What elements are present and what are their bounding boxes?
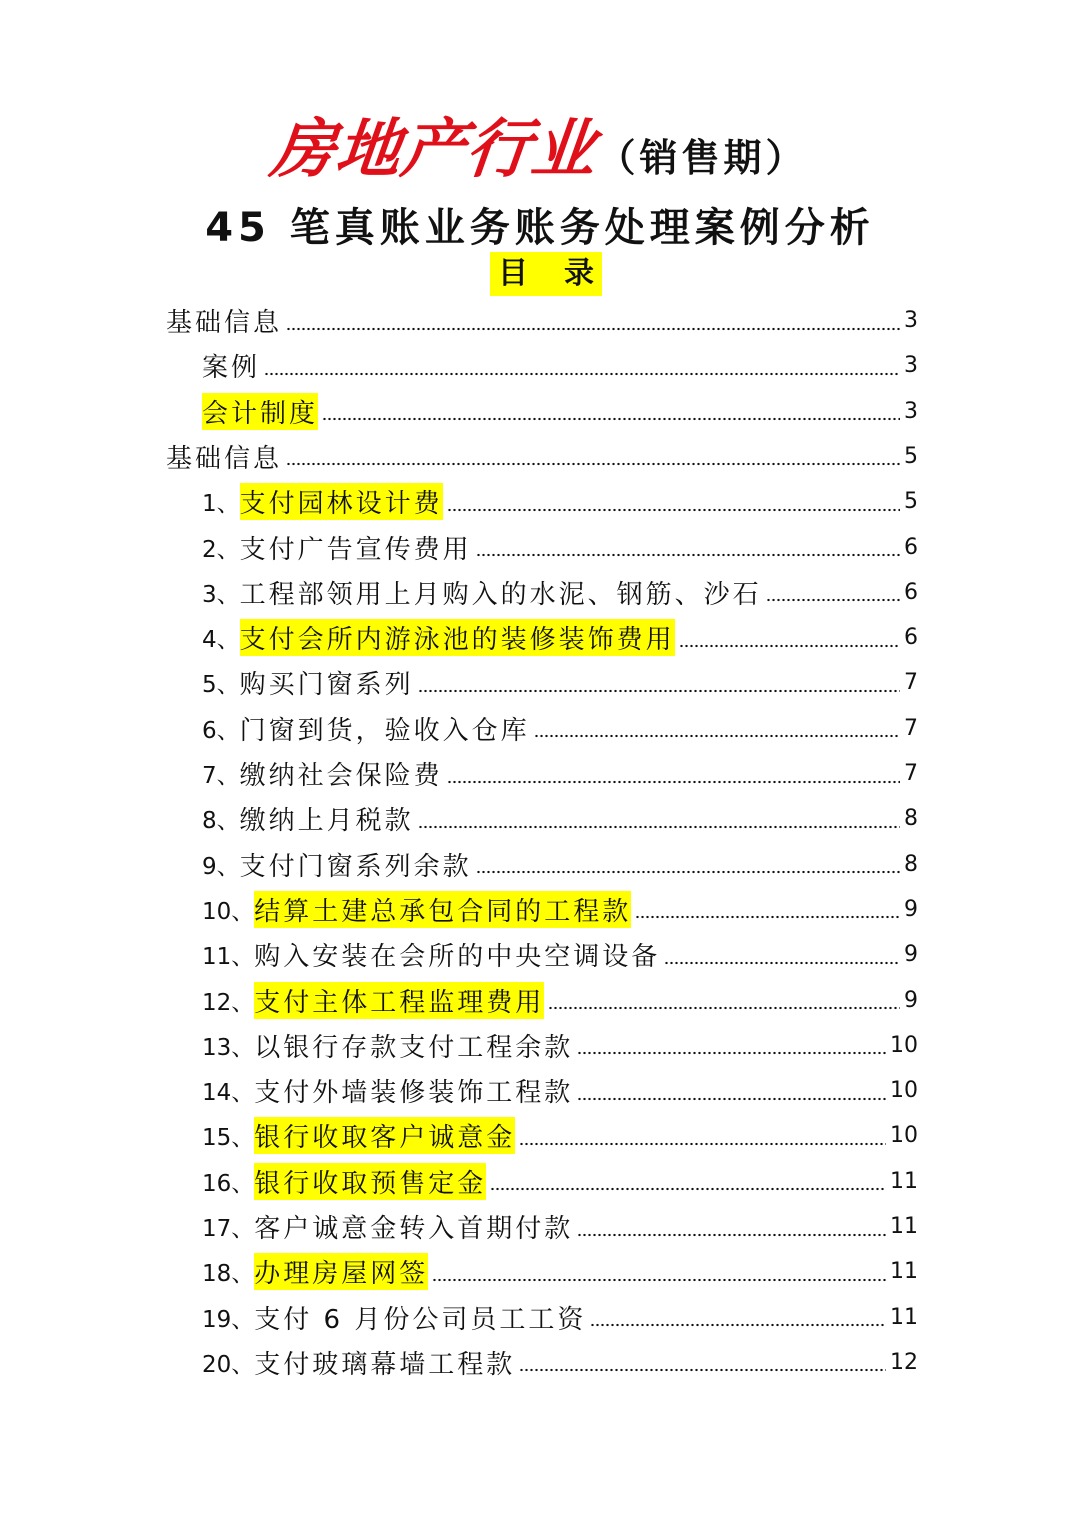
toc-entry-label: 基础信息 [166, 308, 283, 338]
toc-entry[interactable] [202, 525, 918, 570]
toc-entry-label: 支付玻璃幕墙工程款 [254, 1349, 516, 1380]
toc-entry-number: 14、 [202, 1080, 255, 1107]
toc-entry[interactable] [202, 978, 918, 1023]
toc-entry-number: 19、 [202, 1306, 255, 1333]
toc-entry-page: 11 [890, 1304, 918, 1330]
toc-leader-dots [418, 825, 900, 829]
toc-entry-page: 6 [904, 579, 918, 605]
toc-entry-label: 支付外墙装修装饰工程款 [254, 1078, 574, 1109]
toc-entry-page: 7 [904, 670, 918, 696]
toc-leader-dots [476, 553, 900, 557]
toc-entry-number: 8、 [202, 808, 240, 835]
toc-leader-dots [548, 1006, 900, 1010]
toc-entry[interactable] [202, 887, 918, 932]
toc-entry-number: 6、 [202, 717, 240, 744]
toc-entry-number: 9、 [202, 853, 240, 880]
toc-entry[interactable] [202, 343, 918, 388]
toc-entry-page: 9 [904, 896, 918, 922]
toc-leader-dots [490, 1187, 886, 1191]
toc-leader-dots [590, 1323, 886, 1327]
toc-entry-label: 工程部领用上月购入的水泥、钢筋、沙石 [239, 579, 762, 610]
toc-entry-number: 5、 [202, 672, 240, 699]
toc-entry-page: 8 [904, 851, 918, 877]
toc-entry-label: 缴纳社会保险费 [239, 761, 443, 791]
toc-entry-label: 支付 6 月份公司员工工资 [254, 1304, 587, 1335]
toc-entry[interactable] [202, 1113, 918, 1158]
toc-entry-page: 9 [904, 942, 918, 968]
toc-leader-dots [766, 598, 900, 602]
toc-leader-dots [679, 644, 900, 648]
toc-leader-dots [418, 689, 900, 693]
toc-leader-dots [447, 508, 900, 512]
toc-entry-page: 11 [890, 1214, 918, 1239]
document-subtitle: 45 笔真账业务账务处理案例分析 [205, 205, 875, 251]
toc-entry-label: 支付主体工程监理费用 [254, 982, 544, 1019]
toc-entry[interactable] [166, 298, 918, 343]
toc-entry-page: 7 [904, 715, 918, 741]
toc-entry-label: 以银行存款支付工程余款 [254, 1032, 574, 1063]
toc-entry-page: 5 [904, 489, 918, 515]
toc-entry-label: 银行收取客户诚意金 [254, 1117, 515, 1154]
toc-entry-number: 11、 [202, 944, 255, 971]
toc-entry-label: 办理房屋网签 [254, 1253, 428, 1290]
toc-entry-number: 12、 [202, 989, 255, 1016]
toc-entry[interactable] [202, 479, 918, 524]
toc-entry-number: 13、 [202, 1034, 255, 1061]
toc-leader-dots [264, 372, 900, 376]
toc-entry[interactable] [202, 1159, 918, 1204]
toc-entry[interactable] [166, 434, 918, 479]
toc-entry-page: 11 [890, 1168, 918, 1194]
toc-leader-dots [432, 1278, 886, 1282]
document-title [0, 98, 1080, 190]
toc-entry[interactable] [202, 1023, 918, 1068]
toc-entry-page: 12 [890, 1349, 918, 1375]
toc-leader-dots [476, 870, 900, 874]
toc-entry-page: 5 [904, 443, 918, 469]
toc-entry-page: 6 [904, 625, 918, 651]
toc-entry[interactable] [202, 796, 918, 841]
toc-entry-page: 3 [904, 398, 918, 424]
toc-leader-dots [635, 915, 900, 919]
toc-entry-page: 3 [904, 308, 918, 333]
toc-heading [490, 252, 602, 296]
toc-heading-char: 目 [498, 256, 528, 291]
toc-entry[interactable] [202, 1340, 918, 1385]
toc-entry[interactable] [202, 706, 918, 751]
toc-entry-page: 6 [904, 534, 918, 560]
toc-entry[interactable] [202, 615, 918, 660]
toc-entry-page: 10 [890, 1032, 918, 1058]
toc-leader-dots [519, 1368, 886, 1372]
toc-entry-label: 支付广告宣传费用 [239, 534, 472, 565]
toc-entry-page: 7 [904, 761, 918, 786]
toc-entry-number: 17、 [202, 1216, 255, 1242]
toc-entry[interactable] [202, 1295, 918, 1340]
toc-leader-dots [577, 1233, 886, 1237]
toc-entry-label: 支付会所内游泳池的装修装饰费用 [240, 619, 675, 656]
toc-heading-char: 录 [564, 256, 594, 291]
toc-entry[interactable] [202, 660, 918, 705]
toc-entry-label: 客户诚意金转入首期付款 [254, 1214, 574, 1244]
toc-leader-dots [447, 780, 900, 784]
toc-leader-dots [286, 462, 900, 466]
toc-entry-number: 16、 [202, 1170, 255, 1197]
toc-entry-page: 9 [904, 987, 918, 1013]
toc-entry-number: 15、 [202, 1125, 255, 1152]
toc-entry-page: 11 [890, 1259, 918, 1285]
toc-entry[interactable] [202, 932, 918, 977]
title-main: 房地产行业 [267, 113, 601, 187]
toc-entry-label: 会计制度 [202, 393, 318, 430]
toc-entry-label: 门窗到货，验收入仓库 [239, 715, 530, 746]
toc-leader-dots [519, 1142, 886, 1146]
toc-entry-number: 20、 [202, 1351, 255, 1378]
toc-entry-label: 购买门窗系列 [239, 670, 414, 701]
toc-entry-label: 支付园林设计费 [240, 483, 443, 520]
toc-entry-label: 结算土建总承包合同的工程款 [254, 891, 631, 928]
toc-entry-page: 8 [904, 806, 918, 832]
title-sub: （销售期） [597, 136, 808, 180]
toc-entry-label: 基础信息 [166, 443, 283, 474]
toc-entry[interactable] [202, 570, 918, 615]
toc-entry-label: 购入安装在会所的中央空调设备 [254, 942, 661, 973]
toc-entry-label: 支付门窗系列余款 [239, 851, 472, 882]
toc-leader-dots [534, 734, 900, 738]
toc-entry-number: 2、 [202, 536, 240, 563]
toc-leader-dots [577, 1051, 886, 1055]
toc-entry-number: 7、 [202, 763, 240, 789]
toc-entry[interactable] [202, 389, 918, 434]
toc-entry-label: 案例 [202, 353, 261, 384]
toc-entry-number: 10、 [202, 898, 255, 925]
toc-entry-page: 10 [890, 1078, 918, 1104]
toc-entry[interactable] [202, 1204, 918, 1249]
toc-leader-dots [577, 1097, 886, 1101]
toc-entry[interactable] [202, 1249, 918, 1294]
toc-entry-number: 1、 [202, 491, 240, 518]
toc-entry-number: 3、 [202, 581, 240, 608]
toc-leader-dots [322, 417, 900, 421]
toc-entry[interactable] [202, 1068, 918, 1113]
toc-entry-page: 10 [890, 1123, 918, 1149]
toc-entry[interactable] [202, 842, 918, 887]
toc-entry-number: 4、 [202, 627, 240, 654]
toc-entry-label: 银行收取预售定金 [254, 1163, 486, 1200]
toc-entry-label: 缴纳上月税款 [239, 806, 414, 837]
toc-entry-page: 3 [904, 353, 918, 379]
toc-leader-dots [664, 961, 900, 965]
toc-entry-number: 18、 [202, 1261, 255, 1288]
toc-leader-dots [286, 327, 900, 331]
toc-entry[interactable] [202, 751, 918, 796]
